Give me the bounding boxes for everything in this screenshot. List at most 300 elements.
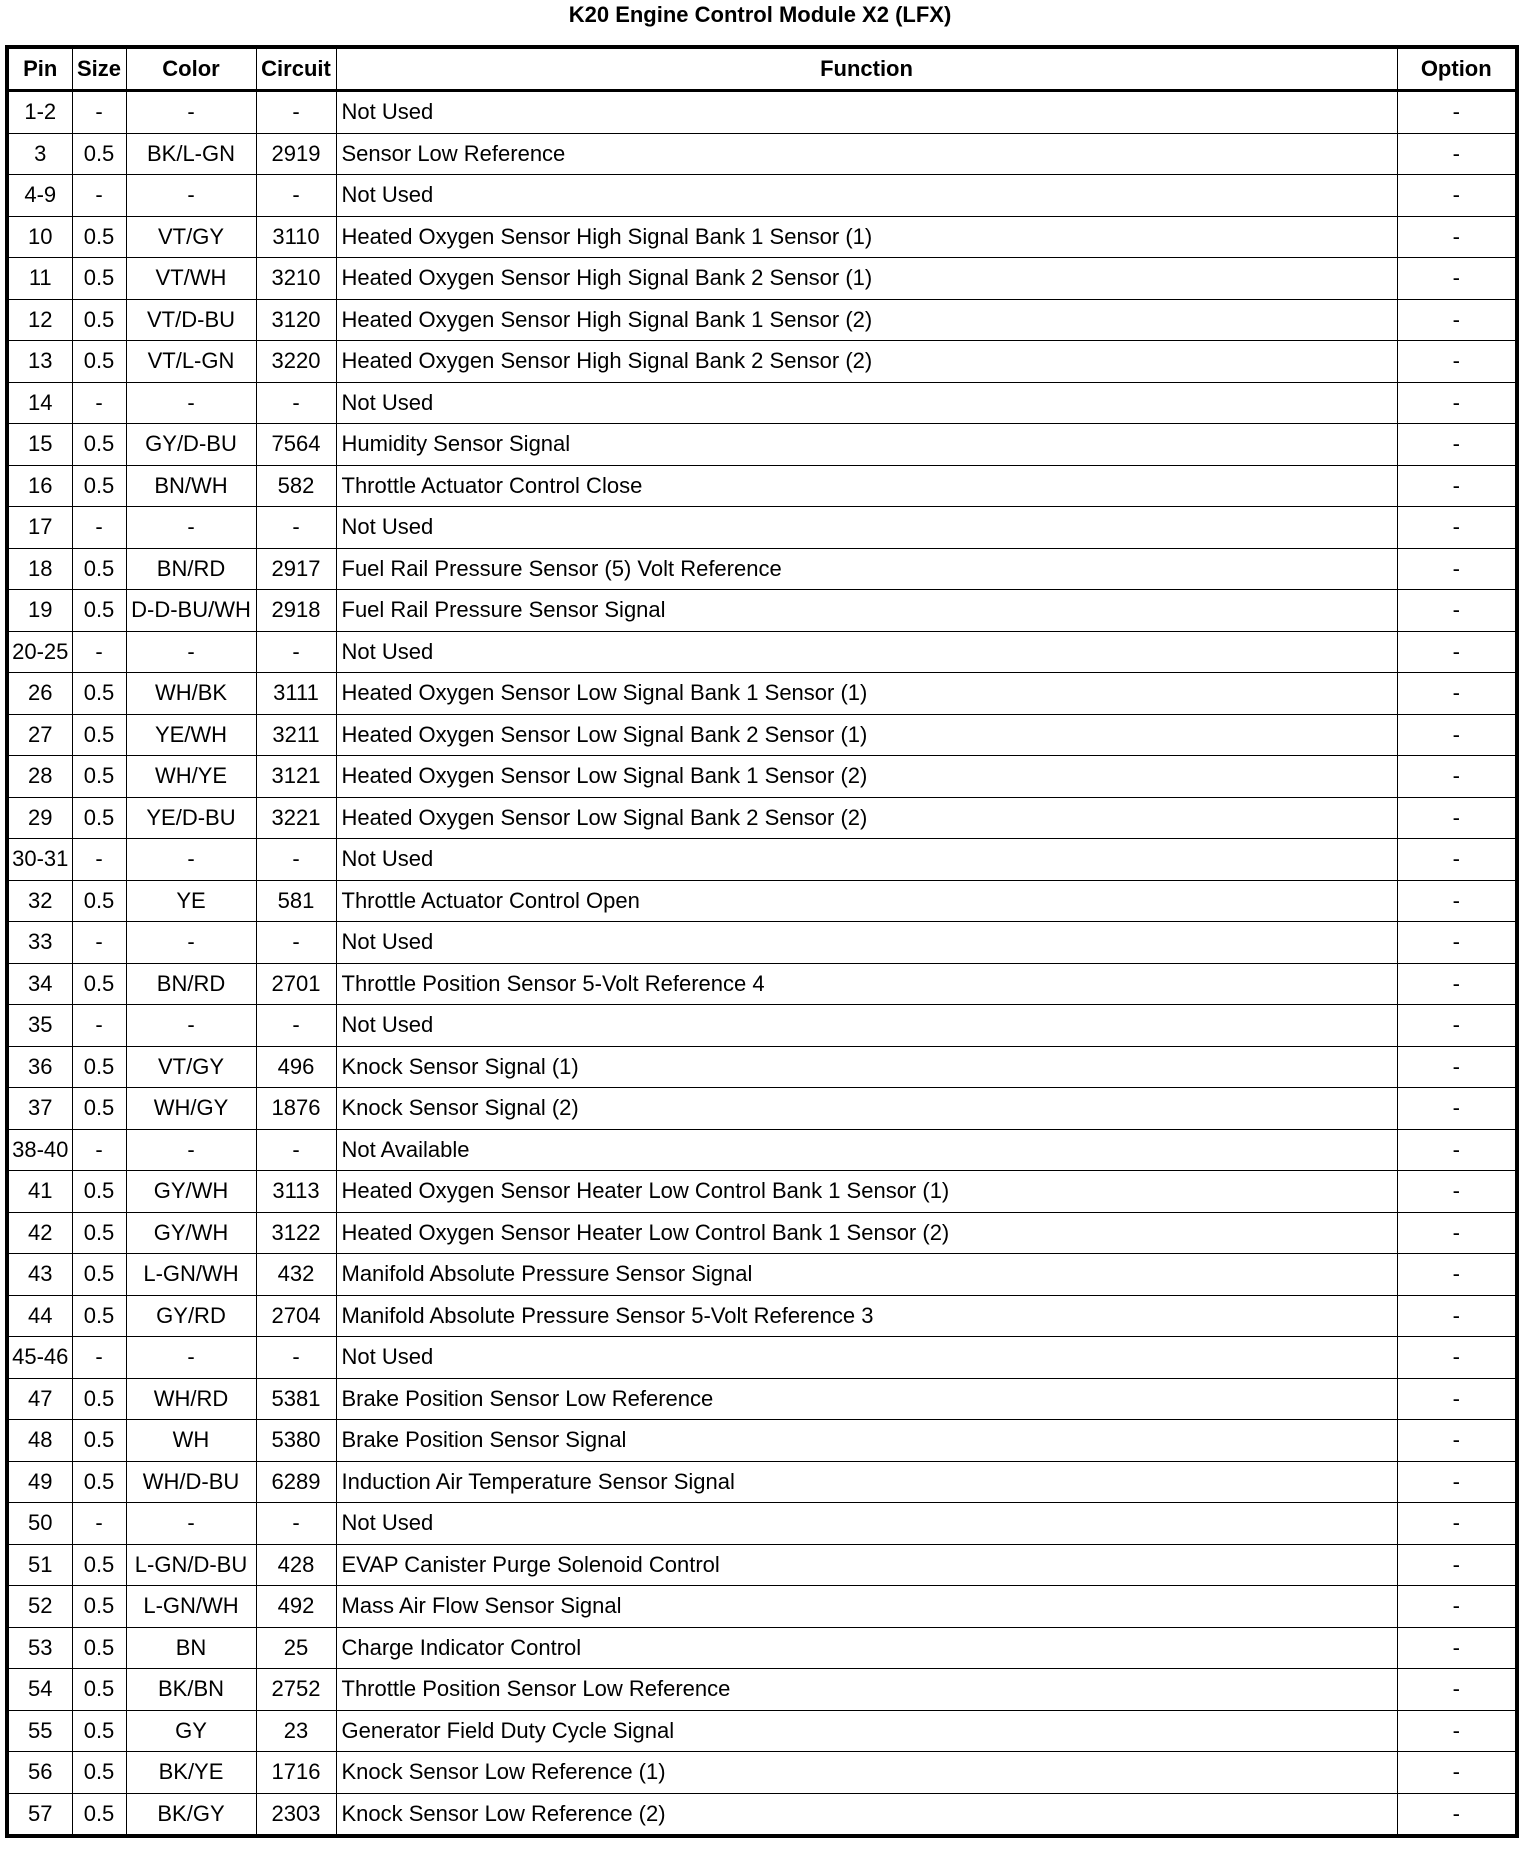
- function-cell: Manifold Absolute Pressure Sensor 5-Volt Reference 3: [336, 1295, 1397, 1337]
- size-cell: 0.5: [72, 424, 126, 466]
- color-cell: YE: [126, 880, 256, 922]
- function-cell: Heated Oxygen Sensor High Signal Bank 1 Sensor (1): [336, 216, 1397, 258]
- pin-cell: 17: [7, 507, 72, 549]
- table-row: [7, 507, 1517, 549]
- function-cell: Heated Oxygen Sensor Low Signal Bank 2 Sensor (2): [336, 797, 1397, 839]
- size-cell: -: [72, 91, 126, 134]
- option-cell: -: [1397, 299, 1517, 341]
- size-cell: 0.5: [72, 1046, 126, 1088]
- color-cell: BN/RD: [126, 548, 256, 590]
- pin-cell: 44: [7, 1295, 72, 1337]
- color-cell: L-GN/D-BU: [126, 1544, 256, 1586]
- pin-cell: 47: [7, 1378, 72, 1420]
- color-cell: BK/BN: [126, 1669, 256, 1711]
- function-cell: Manifold Absolute Pressure Sensor Signal: [336, 1254, 1397, 1296]
- table-row: [7, 1254, 1517, 1296]
- function-cell: Not Used: [336, 839, 1397, 881]
- size-cell: 0.5: [72, 1295, 126, 1337]
- function-cell: Heated Oxygen Sensor High Signal Bank 1 Sensor (2): [336, 299, 1397, 341]
- pin-cell: 55: [7, 1710, 72, 1752]
- pin-cell: 14: [7, 382, 72, 424]
- pin-cell: 43: [7, 1254, 72, 1296]
- table-row: [7, 1005, 1517, 1047]
- circuit-cell: 2752: [256, 1669, 336, 1711]
- color-cell: WH/RD: [126, 1378, 256, 1420]
- circuit-cell: -: [256, 1129, 336, 1171]
- column-header-pin: Pin: [7, 47, 72, 91]
- circuit-cell: 492: [256, 1586, 336, 1628]
- option-cell: -: [1397, 1088, 1517, 1130]
- table-row: [7, 1129, 1517, 1171]
- table-row: [7, 382, 1517, 424]
- pin-cell: 4-9: [7, 175, 72, 217]
- color-cell: WH/D-BU: [126, 1461, 256, 1503]
- color-cell: D-D-BU/WH: [126, 590, 256, 632]
- color-cell: VT/GY: [126, 1046, 256, 1088]
- function-cell: Brake Position Sensor Signal: [336, 1420, 1397, 1462]
- function-cell: Heated Oxygen Sensor Heater Low Control Bank 1 Sensor (1): [336, 1171, 1397, 1213]
- pin-cell: 48: [7, 1420, 72, 1462]
- table-row: [7, 548, 1517, 590]
- color-cell: BK/GY: [126, 1793, 256, 1836]
- size-cell: 0.5: [72, 299, 126, 341]
- function-cell: Knock Sensor Low Reference (1): [336, 1752, 1397, 1794]
- option-cell: -: [1397, 1295, 1517, 1337]
- function-cell: Fuel Rail Pressure Sensor (5) Volt Reference: [336, 548, 1397, 590]
- color-cell: YE/D-BU: [126, 797, 256, 839]
- option-cell: -: [1397, 922, 1517, 964]
- option-cell: -: [1397, 1420, 1517, 1462]
- circuit-cell: 6289: [256, 1461, 336, 1503]
- option-cell: -: [1397, 382, 1517, 424]
- option-cell: -: [1397, 1005, 1517, 1047]
- color-cell: GY/D-BU: [126, 424, 256, 466]
- option-cell: -: [1397, 1586, 1517, 1628]
- function-cell: Charge Indicator Control: [336, 1627, 1397, 1669]
- circuit-cell: -: [256, 1005, 336, 1047]
- color-cell: VT/D-BU: [126, 299, 256, 341]
- color-cell: BN/WH: [126, 465, 256, 507]
- option-cell: -: [1397, 216, 1517, 258]
- table-row: [7, 1212, 1517, 1254]
- option-cell: -: [1397, 1337, 1517, 1379]
- color-cell: GY/RD: [126, 1295, 256, 1337]
- table-row: [7, 1295, 1517, 1337]
- table-row: [7, 424, 1517, 466]
- size-cell: 0.5: [72, 797, 126, 839]
- circuit-cell: -: [256, 1337, 336, 1379]
- option-cell: -: [1397, 631, 1517, 673]
- circuit-cell: -: [256, 91, 336, 134]
- table-row: [7, 175, 1517, 217]
- option-cell: -: [1397, 91, 1517, 134]
- size-cell: 0.5: [72, 1171, 126, 1213]
- pin-cell: 18: [7, 548, 72, 590]
- pin-cell: 19: [7, 590, 72, 632]
- function-cell: Throttle Actuator Control Close: [336, 465, 1397, 507]
- table-row: [7, 91, 1517, 134]
- function-cell: Not Used: [336, 1503, 1397, 1545]
- pin-cell: 27: [7, 714, 72, 756]
- color-cell: BK/L-GN: [126, 133, 256, 175]
- option-cell: -: [1397, 341, 1517, 383]
- size-cell: -: [72, 1005, 126, 1047]
- document-title: K20 Engine Control Module X2 (LFX): [568, 2, 952, 27]
- size-cell: 0.5: [72, 258, 126, 300]
- function-cell: EVAP Canister Purge Solenoid Control: [336, 1544, 1397, 1586]
- pinout-table: [5, 45, 1519, 1838]
- pin-cell: 52: [7, 1586, 72, 1628]
- size-cell: 0.5: [72, 756, 126, 798]
- size-cell: 0.5: [72, 1627, 126, 1669]
- pin-cell: 54: [7, 1669, 72, 1711]
- circuit-cell: 1876: [256, 1088, 336, 1130]
- table-row: [7, 1046, 1517, 1088]
- table-row: [7, 1669, 1517, 1711]
- size-cell: -: [72, 507, 126, 549]
- color-cell: WH/GY: [126, 1088, 256, 1130]
- option-cell: -: [1397, 1544, 1517, 1586]
- option-cell: -: [1397, 258, 1517, 300]
- color-cell: -: [126, 1129, 256, 1171]
- circuit-cell: -: [256, 1503, 336, 1545]
- circuit-cell: 3113: [256, 1171, 336, 1213]
- option-cell: -: [1397, 1129, 1517, 1171]
- circuit-cell: 3121: [256, 756, 336, 798]
- size-cell: 0.5: [72, 714, 126, 756]
- table-row: [7, 1461, 1517, 1503]
- option-cell: -: [1397, 175, 1517, 217]
- size-cell: 0.5: [72, 465, 126, 507]
- circuit-cell: 5380: [256, 1420, 336, 1462]
- color-cell: YE/WH: [126, 714, 256, 756]
- circuit-cell: 2919: [256, 133, 336, 175]
- circuit-cell: 2704: [256, 1295, 336, 1337]
- function-cell: Throttle Position Sensor Low Reference: [336, 1669, 1397, 1711]
- option-cell: -: [1397, 797, 1517, 839]
- option-cell: -: [1397, 756, 1517, 798]
- function-cell: Heated Oxygen Sensor Heater Low Control Bank 1 Sensor (2): [336, 1212, 1397, 1254]
- option-cell: -: [1397, 1627, 1517, 1669]
- color-cell: GY: [126, 1710, 256, 1752]
- pin-cell: 15: [7, 424, 72, 466]
- color-cell: WH/BK: [126, 673, 256, 715]
- size-cell: -: [72, 1129, 126, 1171]
- color-cell: L-GN/WH: [126, 1254, 256, 1296]
- option-cell: -: [1397, 507, 1517, 549]
- pin-cell: 20-25: [7, 631, 72, 673]
- function-cell: Heated Oxygen Sensor Low Signal Bank 2 Sensor (1): [336, 714, 1397, 756]
- function-cell: Not Used: [336, 1005, 1397, 1047]
- size-cell: -: [72, 1337, 126, 1379]
- circuit-cell: 3210: [256, 258, 336, 300]
- table-row: [7, 1420, 1517, 1462]
- pin-cell: 34: [7, 963, 72, 1005]
- size-cell: 0.5: [72, 216, 126, 258]
- option-cell: -: [1397, 1212, 1517, 1254]
- circuit-cell: 3211: [256, 714, 336, 756]
- color-cell: WH/YE: [126, 756, 256, 798]
- color-cell: VT/L-GN: [126, 341, 256, 383]
- color-cell: -: [126, 1337, 256, 1379]
- pin-cell: 11: [7, 258, 72, 300]
- function-cell: Brake Position Sensor Low Reference: [336, 1378, 1397, 1420]
- circuit-cell: 496: [256, 1046, 336, 1088]
- size-cell: 0.5: [72, 1212, 126, 1254]
- option-cell: -: [1397, 714, 1517, 756]
- circuit-cell: 3122: [256, 1212, 336, 1254]
- function-cell: Not Used: [336, 91, 1397, 134]
- size-cell: 0.5: [72, 133, 126, 175]
- size-cell: 0.5: [72, 1461, 126, 1503]
- table-row: [7, 299, 1517, 341]
- pin-cell: 53: [7, 1627, 72, 1669]
- size-cell: -: [72, 1503, 126, 1545]
- option-cell: -: [1397, 1710, 1517, 1752]
- function-cell: Not Used: [336, 507, 1397, 549]
- option-cell: -: [1397, 1669, 1517, 1711]
- color-cell: -: [126, 1503, 256, 1545]
- function-cell: Induction Air Temperature Sensor Signal: [336, 1461, 1397, 1503]
- size-cell: 0.5: [72, 548, 126, 590]
- table-row: [7, 216, 1517, 258]
- function-cell: Knock Sensor Signal (1): [336, 1046, 1397, 1088]
- option-cell: -: [1397, 133, 1517, 175]
- option-cell: -: [1397, 1254, 1517, 1296]
- function-cell: Heated Oxygen Sensor High Signal Bank 2 Sensor (2): [336, 341, 1397, 383]
- color-cell: -: [126, 1005, 256, 1047]
- circuit-cell: 2917: [256, 548, 336, 590]
- color-cell: GY/WH: [126, 1171, 256, 1213]
- circuit-cell: 23: [256, 1710, 336, 1752]
- circuit-cell: -: [256, 175, 336, 217]
- option-cell: -: [1397, 839, 1517, 881]
- pin-cell: 1-2: [7, 91, 72, 134]
- option-cell: -: [1397, 548, 1517, 590]
- circuit-cell: 7564: [256, 424, 336, 466]
- color-cell: BK/YE: [126, 1752, 256, 1794]
- size-cell: 0.5: [72, 880, 126, 922]
- circuit-cell: 3111: [256, 673, 336, 715]
- pin-cell: 42: [7, 1212, 72, 1254]
- table-row: [7, 673, 1517, 715]
- color-cell: VT/GY: [126, 216, 256, 258]
- function-cell: Mass Air Flow Sensor Signal: [336, 1586, 1397, 1628]
- color-cell: BN/RD: [126, 963, 256, 1005]
- pin-cell: 41: [7, 1171, 72, 1213]
- circuit-cell: 25: [256, 1627, 336, 1669]
- column-header-option: Option: [1397, 47, 1517, 91]
- size-cell: 0.5: [72, 963, 126, 1005]
- circuit-cell: 2303: [256, 1793, 336, 1836]
- table-row: [7, 1378, 1517, 1420]
- function-cell: Knock Sensor Low Reference (2): [336, 1793, 1397, 1836]
- pin-cell: 28: [7, 756, 72, 798]
- circuit-cell: 2918: [256, 590, 336, 632]
- pin-cell: 26: [7, 673, 72, 715]
- pin-cell: 37: [7, 1088, 72, 1130]
- pin-cell: 3: [7, 133, 72, 175]
- option-cell: -: [1397, 1046, 1517, 1088]
- size-cell: 0.5: [72, 1710, 126, 1752]
- color-cell: L-GN/WH: [126, 1586, 256, 1628]
- pin-cell: 38-40: [7, 1129, 72, 1171]
- table-row: [7, 258, 1517, 300]
- pin-cell: 45-46: [7, 1337, 72, 1379]
- color-cell: VT/WH: [126, 258, 256, 300]
- table-row: [7, 1544, 1517, 1586]
- circuit-cell: 582: [256, 465, 336, 507]
- option-cell: -: [1397, 880, 1517, 922]
- pin-cell: 16: [7, 465, 72, 507]
- size-cell: 0.5: [72, 341, 126, 383]
- table-row: [7, 465, 1517, 507]
- table-row: [7, 756, 1517, 798]
- color-cell: -: [126, 175, 256, 217]
- size-cell: -: [72, 382, 126, 424]
- size-cell: 0.5: [72, 1586, 126, 1628]
- option-cell: -: [1397, 424, 1517, 466]
- function-cell: Not Used: [336, 382, 1397, 424]
- function-cell: Knock Sensor Signal (2): [336, 1088, 1397, 1130]
- color-cell: -: [126, 507, 256, 549]
- table-row: [7, 590, 1517, 632]
- size-cell: 0.5: [72, 1420, 126, 1462]
- table-row: [7, 1337, 1517, 1379]
- header-row: [7, 47, 1517, 91]
- circuit-cell: 2701: [256, 963, 336, 1005]
- option-cell: -: [1397, 465, 1517, 507]
- function-cell: Heated Oxygen Sensor High Signal Bank 2 Sensor (1): [336, 258, 1397, 300]
- table-row: [7, 839, 1517, 881]
- option-cell: -: [1397, 673, 1517, 715]
- pin-cell: 33: [7, 922, 72, 964]
- table-row: [7, 133, 1517, 175]
- column-header-size: Size: [72, 47, 126, 91]
- table-row: [7, 922, 1517, 964]
- function-cell: Heated Oxygen Sensor Low Signal Bank 1 Sensor (2): [336, 756, 1397, 798]
- option-cell: -: [1397, 1378, 1517, 1420]
- function-cell: Not Available: [336, 1129, 1397, 1171]
- circuit-cell: 432: [256, 1254, 336, 1296]
- column-header-color: Color: [126, 47, 256, 91]
- option-cell: -: [1397, 590, 1517, 632]
- pin-cell: 56: [7, 1752, 72, 1794]
- pin-cell: 10: [7, 216, 72, 258]
- option-cell: -: [1397, 963, 1517, 1005]
- table-row: [7, 714, 1517, 756]
- function-cell: Not Used: [336, 922, 1397, 964]
- table-row: [7, 1586, 1517, 1628]
- size-cell: 0.5: [72, 1793, 126, 1836]
- function-cell: Not Used: [336, 1337, 1397, 1379]
- table-row: [7, 1752, 1517, 1794]
- table-row: [7, 1627, 1517, 1669]
- table-row: [7, 1793, 1517, 1836]
- size-cell: -: [72, 839, 126, 881]
- color-cell: BN: [126, 1627, 256, 1669]
- table-row: [7, 1503, 1517, 1545]
- option-cell: -: [1397, 1171, 1517, 1213]
- circuit-cell: 3220: [256, 341, 336, 383]
- color-cell: GY/WH: [126, 1212, 256, 1254]
- size-cell: 0.5: [72, 1254, 126, 1296]
- circuit-cell: -: [256, 382, 336, 424]
- size-cell: 0.5: [72, 590, 126, 632]
- circuit-cell: 581: [256, 880, 336, 922]
- option-cell: -: [1397, 1503, 1517, 1545]
- function-cell: Heated Oxygen Sensor Low Signal Bank 1 Sensor (1): [336, 673, 1397, 715]
- circuit-cell: 1716: [256, 1752, 336, 1794]
- color-cell: WH: [126, 1420, 256, 1462]
- column-header-circuit: Circuit: [256, 47, 336, 91]
- pin-cell: 50: [7, 1503, 72, 1545]
- circuit-cell: 3110: [256, 216, 336, 258]
- function-cell: Not Used: [336, 175, 1397, 217]
- size-cell: -: [72, 631, 126, 673]
- color-cell: -: [126, 922, 256, 964]
- size-cell: 0.5: [72, 1088, 126, 1130]
- table-row: [7, 963, 1517, 1005]
- circuit-cell: 5381: [256, 1378, 336, 1420]
- function-cell: Humidity Sensor Signal: [336, 424, 1397, 466]
- function-cell: Throttle Actuator Control Open: [336, 880, 1397, 922]
- function-cell: Not Used: [336, 631, 1397, 673]
- size-cell: 0.5: [72, 1378, 126, 1420]
- pin-cell: 51: [7, 1544, 72, 1586]
- pin-cell: 32: [7, 880, 72, 922]
- table-row: [7, 631, 1517, 673]
- circuit-cell: 3221: [256, 797, 336, 839]
- circuit-cell: -: [256, 839, 336, 881]
- size-cell: 0.5: [72, 673, 126, 715]
- size-cell: 0.5: [72, 1669, 126, 1711]
- size-cell: -: [72, 922, 126, 964]
- pin-cell: 12: [7, 299, 72, 341]
- pin-cell: 49: [7, 1461, 72, 1503]
- color-cell: -: [126, 839, 256, 881]
- pin-cell: 13: [7, 341, 72, 383]
- size-cell: 0.5: [72, 1752, 126, 1794]
- function-cell: Throttle Position Sensor 5-Volt Reference 4: [336, 963, 1397, 1005]
- color-cell: -: [126, 382, 256, 424]
- table-row: [7, 1710, 1517, 1752]
- size-cell: -: [72, 175, 126, 217]
- column-header-function: Function: [336, 47, 1397, 91]
- color-cell: -: [126, 91, 256, 134]
- size-cell: 0.5: [72, 1544, 126, 1586]
- table-row: [7, 1171, 1517, 1213]
- circuit-cell: -: [256, 922, 336, 964]
- pin-cell: 57: [7, 1793, 72, 1836]
- option-cell: -: [1397, 1793, 1517, 1836]
- table-row: [7, 341, 1517, 383]
- circuit-cell: 428: [256, 1544, 336, 1586]
- option-cell: -: [1397, 1461, 1517, 1503]
- function-cell: Fuel Rail Pressure Sensor Signal: [336, 590, 1397, 632]
- pin-cell: 30-31: [7, 839, 72, 881]
- circuit-cell: -: [256, 631, 336, 673]
- color-cell: -: [126, 631, 256, 673]
- table-row: [7, 797, 1517, 839]
- option-cell: -: [1397, 1752, 1517, 1794]
- pin-cell: 36: [7, 1046, 72, 1088]
- table-row: [7, 1088, 1517, 1130]
- pin-cell: 29: [7, 797, 72, 839]
- function-cell: Generator Field Duty Cycle Signal: [336, 1710, 1397, 1752]
- circuit-cell: 3120: [256, 299, 336, 341]
- table-row: [7, 880, 1517, 922]
